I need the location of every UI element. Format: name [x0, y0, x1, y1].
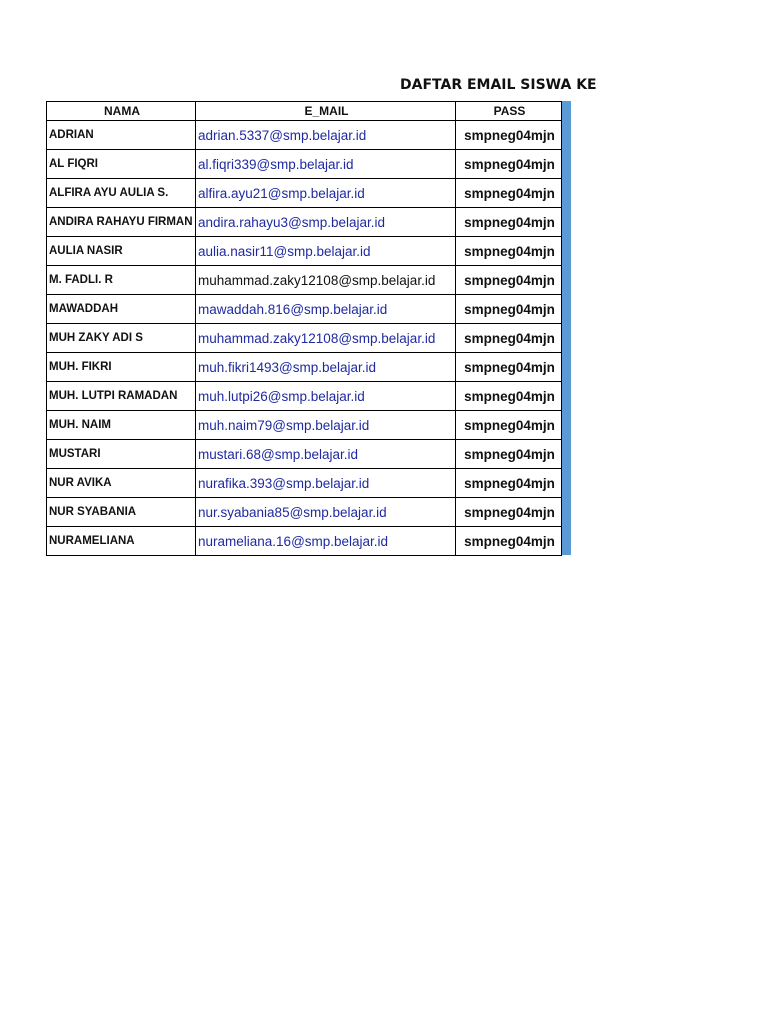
password-cell: smpneg04mjn: [456, 208, 562, 237]
student-name: MUSTARI: [47, 440, 196, 469]
student-name: MUH. NAIM: [47, 411, 196, 440]
password-cell: smpneg04mjn: [456, 498, 562, 527]
student-name: NUR SYABANIA: [47, 498, 196, 527]
password-cell: smpneg04mjn: [456, 411, 562, 440]
password-cell: smpneg04mjn: [456, 121, 562, 150]
header-pass: PASS: [456, 102, 562, 121]
email-link[interactable]: nur.syabania85@smp.belajar.id: [196, 498, 456, 527]
email-link[interactable]: nurameliana.16@smp.belajar.id: [196, 527, 456, 556]
email-link[interactable]: aulia.nasir11@smp.belajar.id: [196, 237, 456, 266]
table-row: [47, 208, 562, 237]
email-link[interactable]: mustari.68@smp.belajar.id: [196, 440, 456, 469]
password-cell: smpneg04mjn: [456, 469, 562, 498]
table-row: [47, 295, 562, 324]
email-link[interactable]: adrian.5337@smp.belajar.id: [196, 121, 456, 150]
student-name: MUH. FIKRI: [47, 353, 196, 382]
password-cell: smpneg04mjn: [456, 527, 562, 556]
student-name: MUH ZAKY ADI S: [47, 324, 196, 353]
student-name: MAWADDAH: [47, 295, 196, 324]
header-nama: NAMA: [47, 102, 196, 121]
student-name: AL FIQRI: [47, 150, 196, 179]
table-row: [47, 353, 562, 382]
table-row: [47, 382, 562, 411]
table-body: [47, 121, 562, 556]
password-cell: smpneg04mjn: [456, 324, 562, 353]
email-text: muhammad.zaky12108@smp.belajar.id: [196, 266, 456, 295]
email-link[interactable]: al.fiqri339@smp.belajar.id: [196, 150, 456, 179]
password-cell: smpneg04mjn: [456, 179, 562, 208]
table-row: [47, 324, 562, 353]
table-header-row: [47, 102, 562, 121]
table-row: [47, 266, 562, 295]
student-name: NUR AVIKA: [47, 469, 196, 498]
password-cell: smpneg04mjn: [456, 237, 562, 266]
student-name: MUH. LUTPI RAMADAN: [47, 382, 196, 411]
header-email: E_MAIL: [196, 102, 456, 121]
email-link[interactable]: mawaddah.816@smp.belajar.id: [196, 295, 456, 324]
password-cell: smpneg04mjn: [456, 353, 562, 382]
table-row: [47, 469, 562, 498]
password-cell: smpneg04mjn: [456, 382, 562, 411]
email-link[interactable]: andira.rahayu3@smp.belajar.id: [196, 208, 456, 237]
email-link[interactable]: muh.fikri1493@smp.belajar.id: [196, 353, 456, 382]
table-row: [47, 527, 562, 556]
student-name: ANDIRA RAHAYU FIRMAN: [47, 208, 196, 237]
table-row: [47, 121, 562, 150]
table-row: [47, 179, 562, 208]
student-name: M. FADLI. R: [47, 266, 196, 295]
column-selection-strip: [562, 101, 571, 555]
table-row: [47, 237, 562, 266]
password-cell: smpneg04mjn: [456, 295, 562, 324]
table-row: [47, 150, 562, 179]
email-link[interactable]: muh.lutpi26@smp.belajar.id: [196, 382, 456, 411]
table-row: [47, 440, 562, 469]
email-link[interactable]: alfira.ayu21@smp.belajar.id: [196, 179, 456, 208]
password-cell: smpneg04mjn: [456, 440, 562, 469]
email-link[interactable]: nurafika.393@smp.belajar.id: [196, 469, 456, 498]
student-name: ALFIRA AYU AULIA S.: [47, 179, 196, 208]
password-cell: smpneg04mjn: [456, 266, 562, 295]
student-name: ADRIAN: [47, 121, 196, 150]
table-row: [47, 411, 562, 440]
student-email-table: [46, 101, 562, 556]
page-title: DAFTAR EMAIL SISWA KE: [400, 77, 597, 93]
title-container: [330, 74, 597, 96]
student-name: AULIA NASIR: [47, 237, 196, 266]
email-link[interactable]: muhammad.zaky12108@smp.belajar.id: [196, 324, 456, 353]
student-name: NURAMELIANA: [47, 527, 196, 556]
email-link[interactable]: muh.naim79@smp.belajar.id: [196, 411, 456, 440]
password-cell: smpneg04mjn: [456, 150, 562, 179]
table-row: [47, 498, 562, 527]
